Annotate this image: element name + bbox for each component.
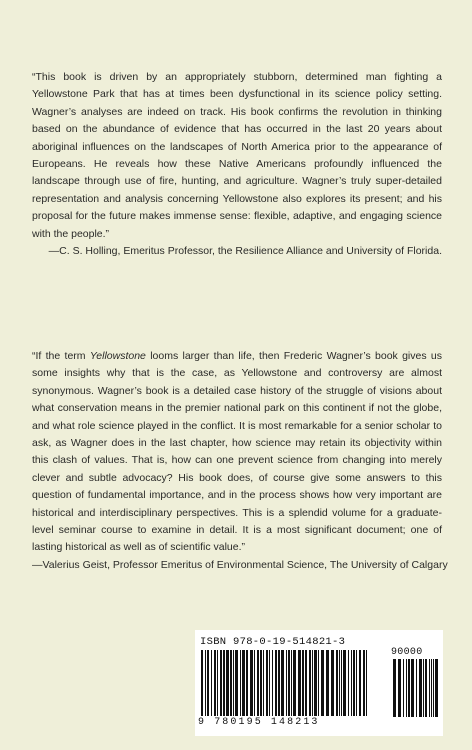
- barcode-bar: [411, 659, 414, 717]
- barcode-bar: [235, 650, 238, 716]
- barcode-bar: [433, 659, 434, 717]
- barcode-bar: [318, 650, 319, 716]
- barcode-bar: [429, 659, 430, 717]
- barcode-bar: [356, 650, 357, 716]
- barcode-bar: [201, 650, 203, 716]
- barcode-bar: [351, 650, 352, 716]
- ean-digits: 9 780195 148213: [198, 717, 320, 728]
- barcode-bar: [240, 650, 241, 716]
- price-barcode: [393, 659, 439, 717]
- barcode-bar: [214, 650, 216, 716]
- barcode-bar: [393, 659, 396, 717]
- barcode-bar: [403, 659, 404, 717]
- barcode-bar: [312, 650, 313, 716]
- barcode-bar: [220, 650, 222, 716]
- barcode-bar: [363, 650, 365, 716]
- barcode-bar: [309, 650, 311, 716]
- barcode-bar: [336, 650, 338, 716]
- barcode-bar: [217, 650, 218, 716]
- barcode-bar: [406, 659, 407, 717]
- barcode-bar: [211, 650, 212, 716]
- barcode-bar: [254, 650, 255, 716]
- barcode-bar: [223, 650, 225, 716]
- barcode-bar: [250, 650, 253, 716]
- barcode-bar: [288, 650, 290, 716]
- barcode-bar: [281, 650, 284, 716]
- barcode-bar: [348, 650, 349, 716]
- barcode-bar: [341, 650, 342, 716]
- barcode-bar: [257, 650, 259, 716]
- barcode-bar: [242, 650, 245, 716]
- barcode-bar: [263, 650, 264, 716]
- barcode-bar: [353, 650, 355, 716]
- barcode-bar: [207, 650, 209, 716]
- barcode-bar: [278, 650, 280, 716]
- barcode-bar: [291, 650, 292, 716]
- quote-text: “This book is driven by an appropriately stubborn, determined man fighting a Yellowstone Park that has at times been dysfunctional in its science policy setting. Wagner’s analyses are indeed on track. His book confirms the revolution in thinking based on the abundance of evidence that has occurred in the last 20 years about aboriginal influences on the landscapes of North America prior to the appearance of Europeans. He reveals how these Native Americans profoundly influenced the landscape through use of fire, hunting, and agriculture. Wagner’s truly super-detailed representation and analysis concerning Yellowstone also explores its present; and his proposal for the future makes immense sense: flexible, adaptive, and engaging science with the people.”: [32, 71, 442, 240]
- barcode-bar: [269, 650, 270, 716]
- barcode-bar: [293, 650, 296, 716]
- barcode-bar: [272, 650, 273, 716]
- barcode-bar: [246, 650, 248, 716]
- barcode-bar: [326, 650, 329, 716]
- price-code: 90000: [391, 647, 423, 658]
- barcode-bar: [314, 650, 317, 716]
- barcode-bar: [302, 650, 304, 716]
- barcode-bar: [339, 650, 340, 716]
- review-quote-holling: [32, 71, 442, 240]
- italic-title: Yellowstone: [89, 350, 146, 362]
- barcode-bar: [266, 650, 268, 716]
- barcode-bar: [425, 659, 427, 717]
- barcode-bar: [205, 650, 206, 716]
- ean-barcode: [201, 650, 371, 720]
- review-attribution-geist: —Valerius Geist, Professor Emeritus of Environmental Science, The University of Calgary: [32, 558, 448, 571]
- quote-text: “If the term: [32, 350, 90, 362]
- barcode-bar: [226, 650, 229, 716]
- barcode-bar: [321, 650, 324, 716]
- barcode-bar: [359, 650, 361, 716]
- barcode-bar: [431, 659, 432, 717]
- barcode-bar: [305, 650, 307, 716]
- barcode-bar: [230, 650, 232, 716]
- barcode-bar: [331, 650, 334, 716]
- barcode-bar: [298, 650, 301, 716]
- isbn-label: ISBN 978-0-19-514821-3: [200, 636, 346, 648]
- barcode-bar: [260, 650, 262, 716]
- barcode-bar: [416, 659, 417, 717]
- barcode-bar: [398, 659, 401, 717]
- barcode-bar: [408, 659, 410, 717]
- barcode-bar: [419, 659, 422, 717]
- barcode-bar: [343, 650, 346, 716]
- barcode-bar: [233, 650, 234, 716]
- barcode-bar: [435, 659, 438, 717]
- review-blurb-geist: [32, 348, 448, 574]
- barcode-bar: [275, 650, 277, 716]
- barcode-bar: [366, 650, 367, 716]
- quote-text: looms larger than life, then Frederic Wagner’s book gives us some insights why that is the case, as Yellowstone and controversy are almost synonymous. Wagner’s book is a detailed case history of the struggle of visions about what conservation means in the premier national park on this continent if not the globe, and what role science played in the conflict. It is most remarkable for a senior scholar to ask, as Wagner does in the last chapter, how science may retain its objectivity within this clash of values. That is, how can one prevent science from changing into merely clever and subtle advocacy? His book does, of course give some answers to this question of fundamental importance, and in the process shows how very important are historical and interdisciplinary perspectives. This is a splendid volume for a graduate-level seminar course to examine in detail. It is a most significant document; one of lasting historical as well as of scientific value.”: [32, 350, 442, 554]
- review-quote-geist: [32, 350, 442, 553]
- barcode-bar: [286, 650, 287, 716]
- review-blurb-holling: [32, 69, 442, 260]
- barcode-bar: [423, 659, 424, 717]
- review-attribution-holling: —C. S. Holling, Emeritus Professor, the Resilience Alliance and University of Florida.: [48, 245, 442, 258]
